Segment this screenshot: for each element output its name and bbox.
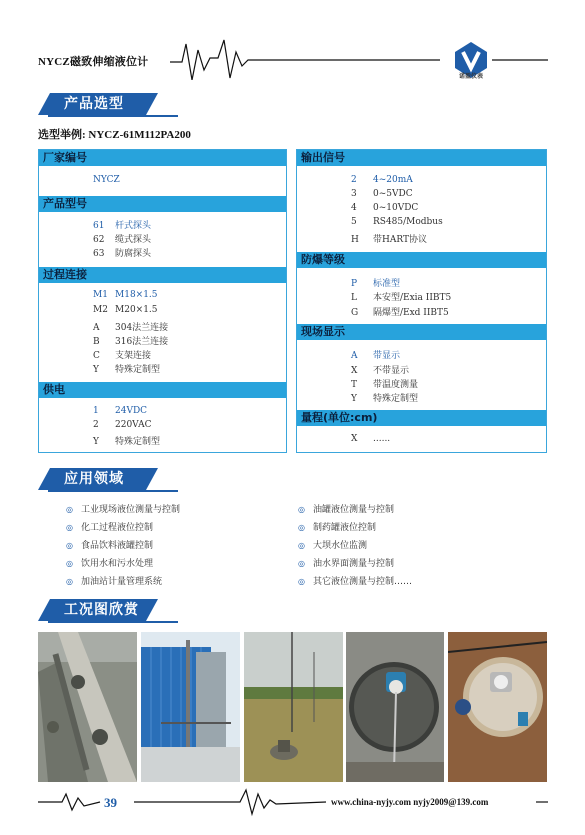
list-item: C 支架连接 bbox=[93, 351, 152, 361]
photo-field-ground bbox=[244, 632, 343, 782]
photo-manhole-sensor bbox=[346, 632, 444, 782]
list-item: ◎ 化工过程液位控制 bbox=[66, 523, 153, 533]
right-selection-panel bbox=[296, 149, 547, 453]
section-range-title: 量程(单位:cm) bbox=[297, 410, 546, 426]
banner-gallery bbox=[38, 599, 178, 621]
left-selection-panel bbox=[38, 149, 287, 453]
list-item: ◎ 其它液位测量与控制…… bbox=[298, 577, 412, 587]
bullet-icon: ◎ bbox=[66, 577, 73, 586]
footer-website: www.china-nyjy.com nyjy2009@139.com bbox=[331, 797, 489, 807]
list-item: A 带显示 bbox=[351, 351, 401, 361]
list-item: Y 特殊定制型 bbox=[93, 437, 161, 447]
list-item: ◎ 制药罐液位控制 bbox=[298, 523, 376, 533]
page-number: 39 bbox=[104, 795, 117, 810]
list-item: T 带温度测量 bbox=[351, 380, 419, 390]
list-item: ◎ 大坝水位监测 bbox=[298, 541, 367, 551]
list-item: Y 特殊定制型 bbox=[93, 365, 161, 375]
section-connection-title: 过程连接 bbox=[39, 267, 286, 283]
section-output-title: 输出信号 bbox=[297, 150, 546, 166]
list-item: G 隔爆型/Exd IIBT5 bbox=[351, 308, 449, 318]
section-manufacturer-title: 厂家编号 bbox=[39, 150, 286, 166]
bullet-icon: ◎ bbox=[298, 577, 305, 586]
section-power-title: 供电 bbox=[39, 382, 286, 398]
list-item: 3 0~5VDC bbox=[351, 189, 413, 199]
banner-applications bbox=[38, 468, 178, 490]
bullet-icon: ◎ bbox=[66, 505, 73, 514]
bullet-icon: ◎ bbox=[298, 541, 305, 550]
bullet-icon: ◎ bbox=[66, 541, 73, 550]
list-item: ◎ 饮用水和污水处理 bbox=[66, 559, 153, 569]
section-display-title: 现场显示 bbox=[297, 324, 546, 340]
banner-gallery-label: 工况图欣赏 bbox=[64, 602, 139, 618]
footer-wave-line bbox=[0, 780, 585, 820]
section-model-title: 产品型号 bbox=[39, 196, 286, 212]
photo-tank-top-sensor bbox=[448, 632, 547, 782]
list-item: 4 0~10VDC bbox=[351, 203, 419, 213]
bullet-icon: ◎ bbox=[298, 559, 305, 568]
bullet-icon: ◎ bbox=[298, 505, 305, 514]
list-item: H 带HART协议 bbox=[351, 235, 427, 245]
list-item: L 本安型/Exia IIBT5 bbox=[351, 293, 452, 303]
banner-selection bbox=[38, 93, 178, 115]
list-item: P 标准型 bbox=[351, 279, 401, 289]
list-item: ◎ 工业现场液位测量与控制 bbox=[66, 505, 180, 515]
list-item: 2 220VAC bbox=[93, 420, 152, 430]
logo-text: 诺盈仪表 bbox=[458, 73, 483, 80]
list-item: M1 M18×1.5 bbox=[93, 290, 158, 300]
section-explosion-title: 防爆等级 bbox=[297, 252, 546, 268]
selection-example: 选型举例: NYCZ-61M112PA200 bbox=[38, 129, 191, 141]
list-item: Y 特殊定制型 bbox=[351, 394, 419, 404]
banner-applications-label: 应用领域 bbox=[64, 471, 124, 487]
list-item: 63 防腐探头 bbox=[93, 249, 152, 259]
photo-tanker-installation bbox=[38, 632, 137, 782]
list-item: 62 缆式探头 bbox=[93, 235, 152, 245]
list-item: 1 24VDC bbox=[93, 406, 148, 416]
bullet-icon: ◎ bbox=[66, 523, 73, 532]
manufacturer-value: NYCZ bbox=[93, 175, 120, 185]
list-item: X 不带显示 bbox=[351, 366, 410, 376]
list-item: 5 RS485/Modbus bbox=[351, 217, 443, 227]
list-item: X ...... bbox=[351, 434, 391, 444]
bullet-icon: ◎ bbox=[298, 523, 305, 532]
list-item: 2 4~20mA bbox=[351, 175, 413, 185]
list-item: M2 M20×1.5 bbox=[93, 305, 158, 315]
list-item: ◎ 油罐液位测量与控制 bbox=[298, 505, 394, 515]
photo-blue-tank bbox=[141, 632, 240, 782]
list-item: ◎ 食品饮料液罐控制 bbox=[66, 541, 153, 551]
list-item: 61 杆式探头 bbox=[93, 221, 152, 231]
banner-selection-label: 产品选型 bbox=[64, 96, 124, 112]
bullet-icon: ◎ bbox=[66, 559, 73, 568]
list-item: A 304法兰连接 bbox=[93, 323, 169, 333]
header-title: NYCZ磁致伸缩液位计 bbox=[38, 56, 149, 68]
list-item: B 316法兰连接 bbox=[93, 337, 169, 347]
list-item: ◎ 加油站计量管理系统 bbox=[66, 577, 162, 587]
list-item: ◎ 油水界面测量与控制 bbox=[298, 559, 394, 569]
